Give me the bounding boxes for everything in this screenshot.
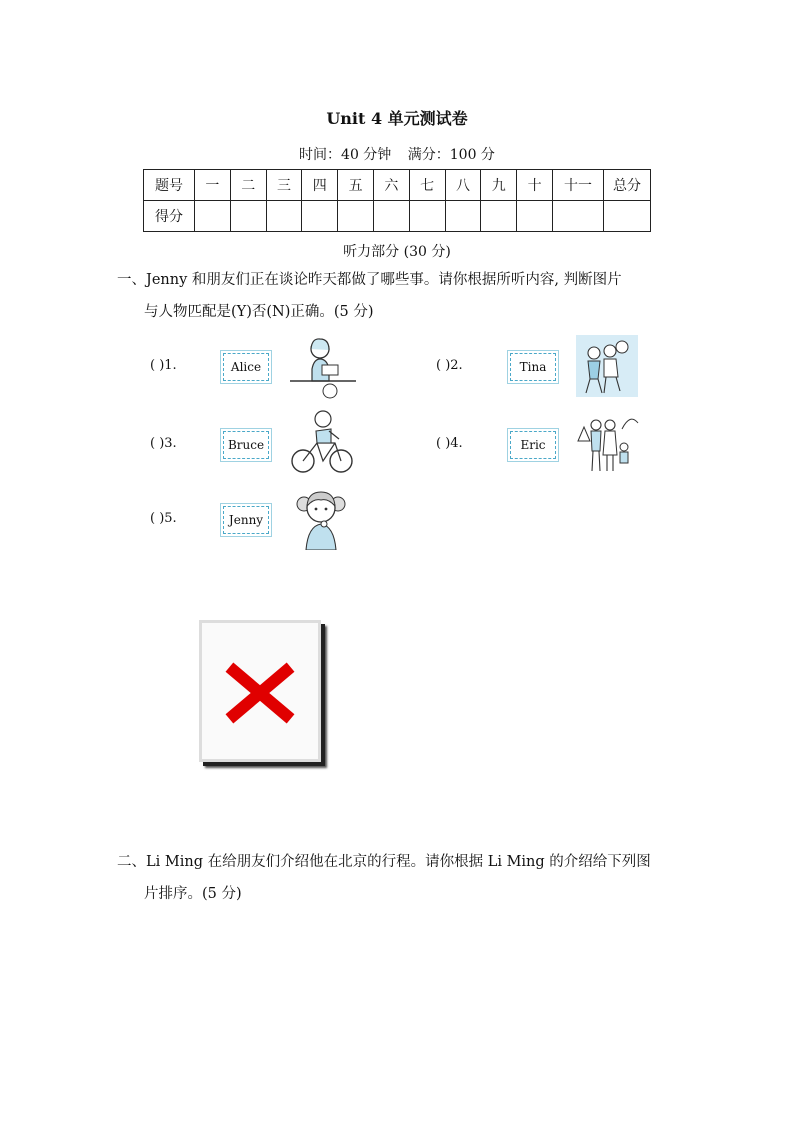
name-card-eric: Eric: [510, 431, 556, 459]
score-input-cell[interactable]: [409, 201, 445, 232]
table-cell: 一: [195, 170, 231, 201]
broken-x-icon: [202, 623, 318, 759]
answer-blank-1[interactable]: ( )1.: [150, 358, 177, 373]
broken-image-placeholder: [199, 620, 321, 762]
section-heading: 听力部分 (30 分): [343, 244, 451, 260]
question-1-line1: 一、Jenny 和朋友们正在谈论昨天都做了哪些事。请你根据所听内容, 判断图片: [117, 272, 622, 288]
time-limit: 时间：40 分钟: [299, 147, 392, 163]
question-2-line1: 二、Li Ming 在给朋友们介绍他在北京的行程。请你根据 Li Ming 的介绍给下列图: [117, 854, 651, 870]
score-table: [143, 169, 651, 232]
table-cell: 得分: [144, 201, 195, 232]
score-input-cell[interactable]: [553, 201, 604, 232]
table-cell: 四: [302, 170, 338, 201]
score-input-cell[interactable]: [373, 201, 409, 232]
table-cell: 七: [409, 170, 445, 201]
table-cell: 九: [481, 170, 517, 201]
question-1-prompt: [117, 264, 687, 328]
family-park-icon: [574, 409, 640, 475]
boy-bike-icon: [289, 409, 355, 475]
score-input-cell[interactable]: [517, 201, 553, 232]
beach-ball-icon: [574, 333, 640, 399]
question-2-line2: 片排序。(5 分): [144, 886, 242, 902]
answer-blank-3[interactable]: ( )3.: [150, 436, 177, 451]
score-input-cell[interactable]: [481, 201, 517, 232]
score-table-header-row: [144, 170, 651, 201]
score-input-cell[interactable]: [302, 201, 338, 232]
table-cell: 总分: [604, 170, 651, 201]
table-cell: 五: [338, 170, 374, 201]
question-1-line2: 与人物匹配是(Y)否(N)正确。(5 分): [144, 304, 374, 320]
name-card-tina: Tina: [510, 353, 556, 381]
girl-thinking-icon: [288, 484, 354, 550]
table-cell: 三: [266, 170, 302, 201]
name-card-alice: Alice: [223, 353, 269, 381]
name-card-jenny: Jenny: [223, 506, 269, 534]
score-input-cell[interactable]: [604, 201, 651, 232]
full-score: 满分：100 分: [407, 147, 495, 163]
score-table-score-row: [144, 201, 651, 232]
page-title: Unit 4 单元测试卷: [326, 109, 468, 128]
table-cell: 六: [373, 170, 409, 201]
score-input-cell[interactable]: [230, 201, 266, 232]
answer-blank-5[interactable]: ( )5.: [150, 511, 177, 526]
question-2-prompt: [117, 846, 687, 910]
score-input-cell[interactable]: [338, 201, 374, 232]
table-cell: 十: [517, 170, 553, 201]
table-cell: 十一: [553, 170, 604, 201]
score-input-cell[interactable]: [445, 201, 481, 232]
exam-meta: [0, 144, 794, 164]
name-card-bruce: Bruce: [223, 431, 269, 459]
table-cell: 题号: [144, 170, 195, 201]
score-input-cell[interactable]: [266, 201, 302, 232]
table-cell: 八: [445, 170, 481, 201]
answer-blank-4[interactable]: ( )4.: [436, 436, 463, 451]
girl-at-desk-icon: [290, 335, 356, 401]
answer-blank-2[interactable]: ( )2.: [436, 358, 463, 373]
score-input-cell[interactable]: [195, 201, 231, 232]
table-cell: 二: [230, 170, 266, 201]
